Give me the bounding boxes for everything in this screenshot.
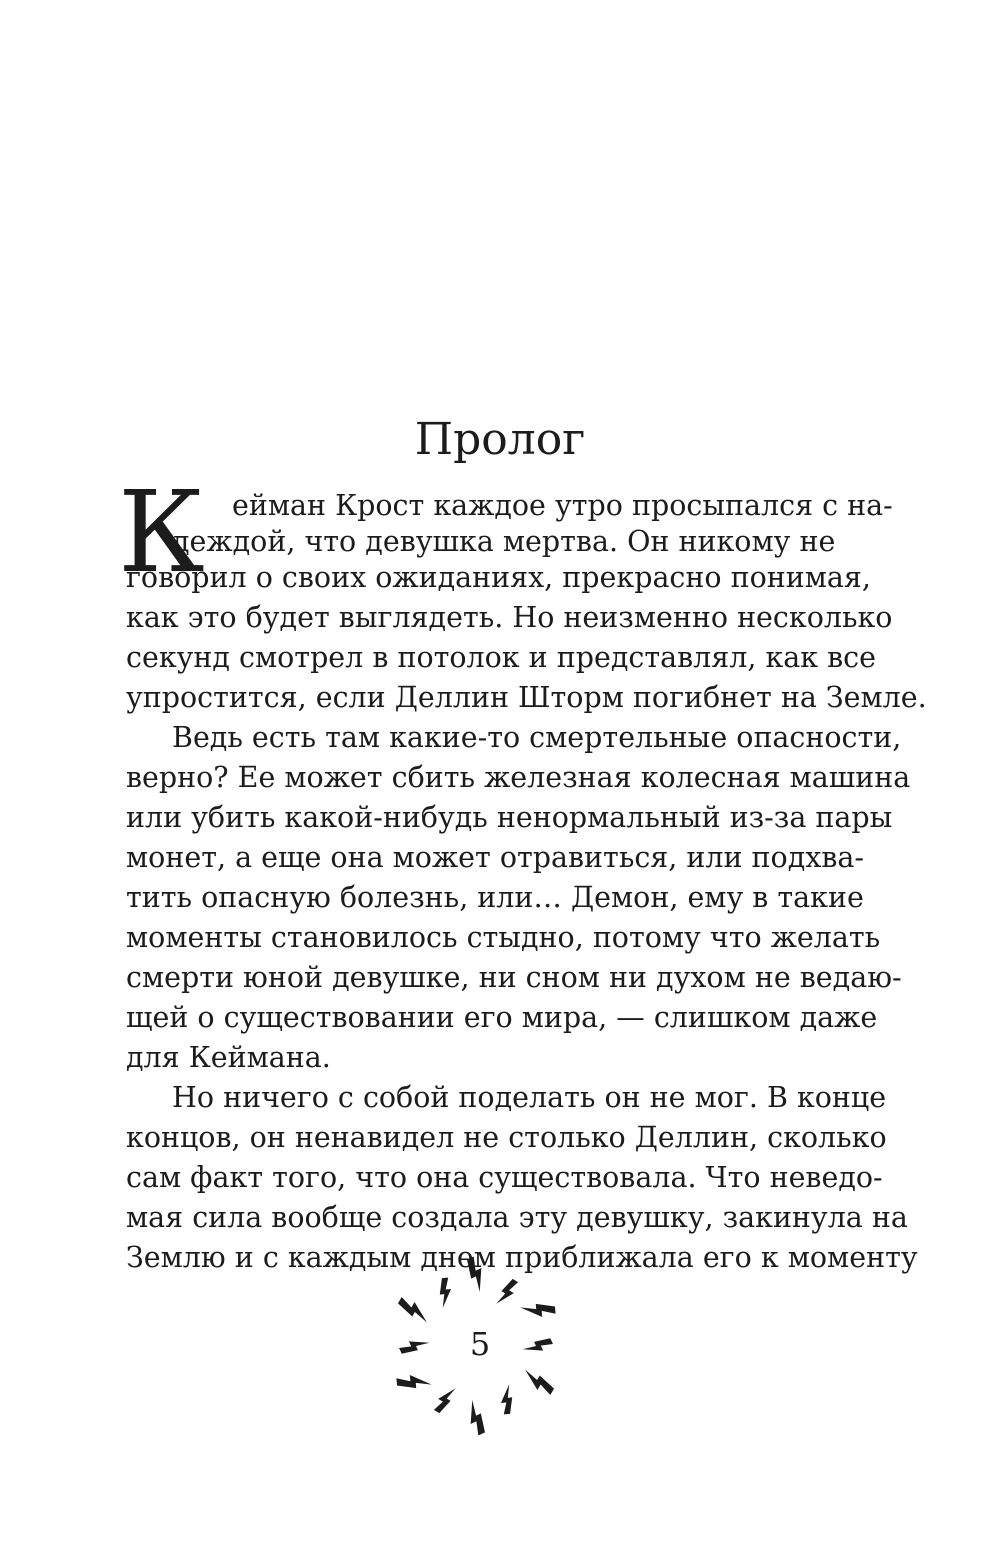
chapter-title: Пролог bbox=[414, 414, 586, 465]
lightning-bolt-icon bbox=[438, 1277, 452, 1308]
text-line: смерти юной девушке, ни сном ни духом не ведаю- bbox=[126, 961, 902, 994]
text-line: деждой, что девушка мертва. Он никому не bbox=[172, 525, 836, 558]
lightning-bolt-icon bbox=[462, 1399, 489, 1436]
lightning-bolt-icon bbox=[495, 1277, 520, 1309]
text-line: Ведь есть там какие-то смертельные опасности, bbox=[172, 721, 902, 754]
lightning-bolt-icon bbox=[432, 1383, 457, 1415]
lightning-bolt-icon bbox=[396, 1295, 433, 1324]
text-line: как это будет выглядеть. Но неизменно несколько bbox=[126, 601, 893, 634]
lightning-bolt-icon bbox=[463, 1256, 490, 1293]
lightning-bolt-icon bbox=[520, 1302, 556, 1319]
text-line: или убить какой-нибудь ненормальный из-за пары bbox=[126, 801, 893, 834]
text-line: тить опасную болезнь, или… Демон, ему в такие bbox=[126, 881, 864, 914]
text-line: ейман Крост каждое утро просыпался с на- bbox=[232, 489, 893, 522]
text-line: сам факт того, что она существовала. Что неведо- bbox=[126, 1161, 883, 1194]
text-line: концов, он ненавидел не столько Деллин, сколько bbox=[126, 1121, 887, 1154]
text-line: Землю и с каждым днем приближала его к моменту bbox=[126, 1241, 918, 1274]
page-number: 5 bbox=[469, 1325, 491, 1363]
text-line: говорил о своих ожиданиях, прекрасно понимая, bbox=[126, 561, 871, 594]
lightning-bolt-icon bbox=[519, 1368, 556, 1397]
text-line: секунд смотрел в потолок и представлял, как все bbox=[126, 641, 876, 674]
text-line: Но ничего с собой поделать он не мог. В конце bbox=[172, 1081, 887, 1114]
text-line: для Кеймана. bbox=[126, 1041, 331, 1074]
lightning-bolt-icon bbox=[396, 1373, 432, 1390]
text-line: мая сила вообще создала эту девушку, закинула на bbox=[126, 1201, 908, 1234]
text-line: щей о существовании его мира, — слишком даже bbox=[126, 1001, 878, 1034]
lightning-bolt-icon bbox=[499, 1384, 513, 1415]
text-line: верно? Ее может сбить железная колесная машина bbox=[126, 761, 911, 794]
page-footer bbox=[380, 1248, 580, 1448]
text-line: упростится, если Деллин Шторм погибнет на Земле. bbox=[126, 681, 927, 714]
text-line: монет, а еще она может отравиться, или подхва- bbox=[126, 841, 864, 874]
drop-cap: К bbox=[118, 468, 205, 598]
text-line: моменты становилось стыдно, потому что желать bbox=[126, 921, 881, 954]
